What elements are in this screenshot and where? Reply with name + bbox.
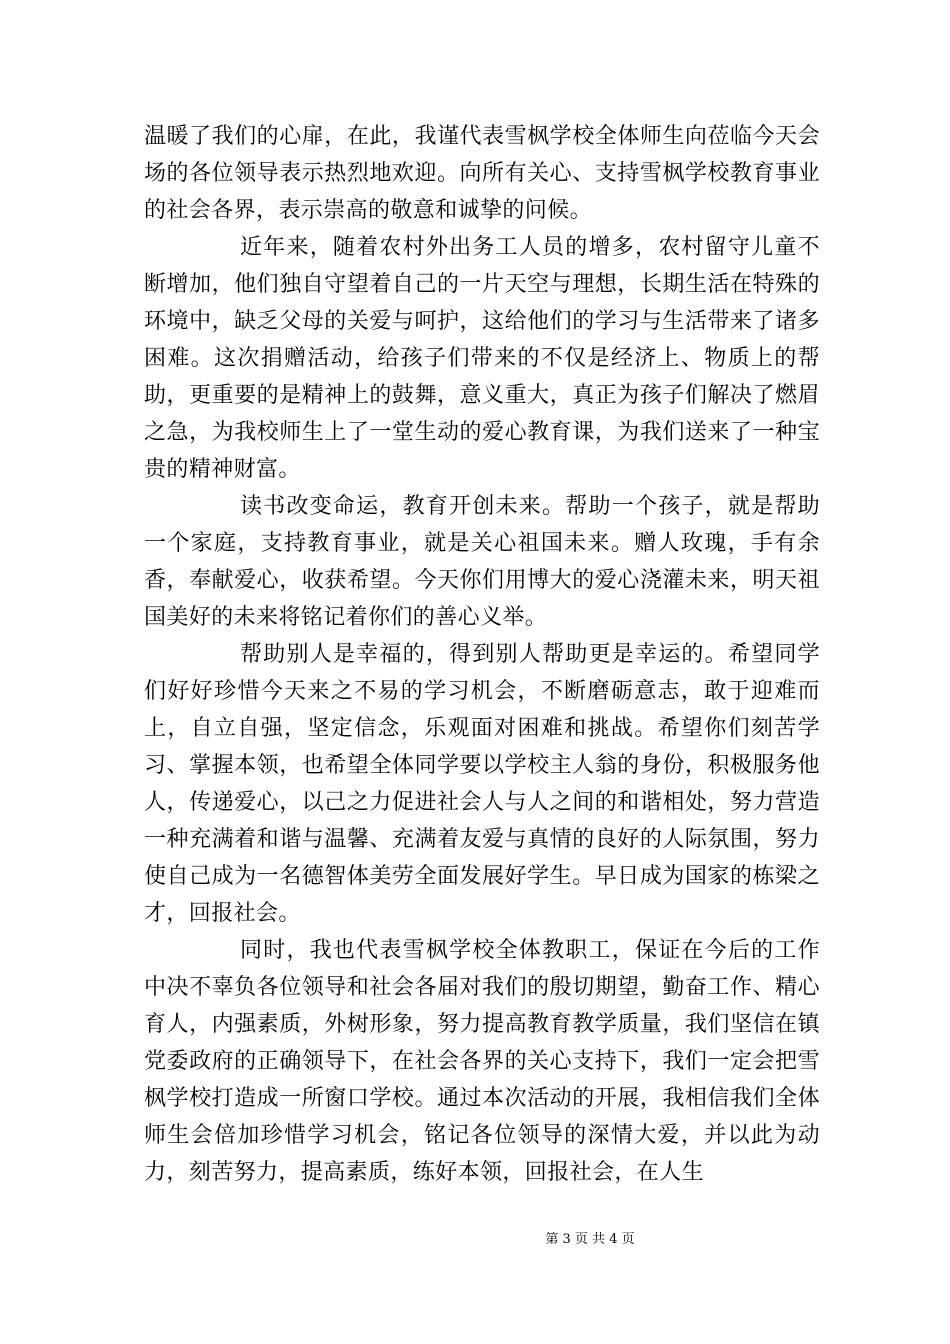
paragraph-3: 读书改变命运，教育开创未来。帮助一个孩子，就是帮助一个家庭，支持教育事业，就是关心祖国未来。赠人玫瑰，手有余香，奉献爱心，收获希望。今天你们用博大的爱心浇灌未来，明天祖国美好的未来将铭记着你们的善心义举。 (144, 494, 820, 630)
paragraph-1: 温暖了我们的心扉，在此，我谨代表雪枫学校全体师生向莅临今天会场的各位领导表示热烈地欢迎。向所有关心、支持雪枫学校教育事业的社会各界，表示崇高的敬意和诚挚的问候。 (144, 124, 820, 223)
page-number-footer: 第 3 页 共 4 页 (545, 1232, 635, 1247)
paragraph-5: 同时，我也代表雪枫学校全体教职工，保证在今后的工作中决不辜负各位领导和社会各届对我们的殷切期望，勤奋工作、精心育人，内强素质，外树形象，努力提高教育教学质量，我们坚信在镇党委政府的正确领导下，在社会各界的关心支持下，我们一定会把雪枫学校打造成一所窗口学校。通过本次活动的开展，我相信我们全体师生会倍加珍惜学习机会，铭记各位领导的深情大爱，并以此为动力，刻苦努力，提高素质，练好本领，回报社会，在人生 (144, 938, 820, 1185)
paragraph-4: 帮助别人是幸福的，得到别人帮助更是幸运的。希望同学们好好珍惜今天来之不易的学习机会，不断磨砺意志，敢于迎难而上，自立自强，坚定信念，乐观面对困难和挑战。希望你们刻苦学习、掌握本领，也希望全体同学要以学校主人翁的身份，积极服务他人，传递爱心，以己之力促进社会人与人之间的和谐相处，努力营造一种充满着和谐与温馨、充满着友爱与真情的良好的人际氛围，努力使自己成为一名德智体美劳全面发展好学生。早日成为国家的栋梁之才，回报社会。 (144, 642, 820, 926)
paragraph-2: 近年来，随着农村外出务工人员的增多，农村留守儿童不断增加，他们独自守望着自己的一片天空与理想，长期生活在特殊的环境中，缺乏父母的关爱与呵护，这给他们的学习与生活带来了诸多困难。这次捐赠活动，给孩子们带来的不仅是经济上、物质上的帮助，更重要的是精神上的鼓舞，意义重大，真正为孩子们解决了燃眉之急，为我校师生上了一堂生动的爱心教育课，为我们送来了一种宝贵的精神财富。 (144, 235, 820, 482)
body-text (144, 118, 820, 1191)
